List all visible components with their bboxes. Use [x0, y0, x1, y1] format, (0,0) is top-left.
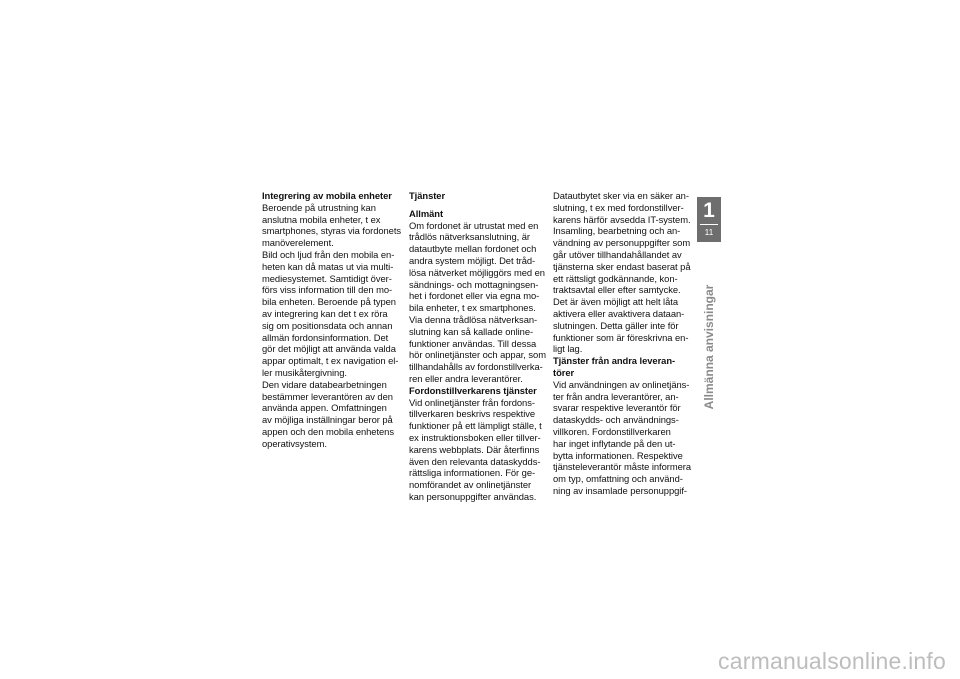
body-text-line: använda appen. Omfattningen [262, 402, 387, 414]
chapter-tab [697, 197, 721, 242]
section-heading: Tjänster från andra leveran- [553, 355, 676, 367]
body-text-line: har inget inflytande på den ut- [553, 437, 676, 449]
chapter-number: 1 [703, 199, 715, 222]
text-column-1 [262, 190, 402, 450]
text-column-2 [409, 190, 549, 503]
body-text-line: sig om positionsdata och annan [262, 319, 393, 331]
body-text-line: vändning av personuppgifter som [553, 237, 691, 249]
body-text-line: ett rättsligt godkännande, kon- [553, 272, 678, 284]
body-text-line: funktioner användas. Till dessa [409, 337, 537, 349]
section-heading: Fordonstillverkarens tjänster [409, 384, 537, 396]
body-text-line: lösa nätverket möjliggörs med en [409, 266, 545, 278]
body-text-line: smartphones, styras via fordonets [262, 225, 402, 237]
body-text-line: slutning kan så kallade online- [409, 325, 534, 337]
body-text-line: allmän fordonsinformation. Det [262, 331, 389, 343]
body-text-line: rättsliga informationen. För ge- [409, 467, 536, 479]
body-text-line: manöverelement. [262, 237, 334, 249]
section-heading: Integrering av mobila enheter [262, 190, 392, 201]
body-text-line: funktioner som är föreskrivna en- [553, 331, 689, 343]
body-text-line: appar optimalt, t ex navigation el- [262, 355, 399, 367]
body-text-line: anslutna mobila enheter, t ex [262, 213, 381, 225]
body-text-line: Vid onlinetjänster från fordons- [409, 396, 535, 408]
body-text-line: bila enheter, t ex smartphones. [409, 302, 536, 314]
body-text-line: av möjliga inställningar beror på [262, 414, 393, 426]
body-text-line: förs viss information till den mo- [262, 284, 393, 296]
body-text-line: Den vidare databearbetningen [262, 378, 387, 390]
body-text-line: bytta informationen. Respektive [553, 449, 683, 461]
body-text-line: trådlös nätverksanslutning, är [409, 231, 530, 243]
section-heading: Allmänt [409, 207, 444, 219]
body-text-line: ning av insamlade personuppgif- [553, 484, 687, 496]
text-column-3 [553, 190, 693, 497]
chapter-divider [700, 224, 718, 225]
body-text-line: ler musikåtergivning. [262, 366, 347, 378]
body-text-line: ren eller andra leverantörer. [409, 372, 523, 384]
body-text-line: ter från andra leverantörer, an- [553, 390, 679, 402]
body-text-line: bila enheten. Beroende på typen [262, 296, 396, 308]
body-text-line: andra system möjligt. Det tråd- [409, 254, 536, 266]
body-text-line: Via denna trådlösa nätverksan- [409, 313, 538, 325]
body-text-line: karens webbplats. Där återfinns [409, 443, 540, 455]
body-text-line: tjänsterna sker endast baserat på [553, 260, 691, 272]
page-number: 11 [704, 227, 714, 237]
body-text-line: även den relevanta dataskydds- [409, 455, 541, 467]
body-text-line: heten kan då matas ut via multi- [262, 260, 394, 272]
body-text-line: kan personuppgifter användas. [409, 490, 537, 502]
body-text-line: bestämmer leverantören av den [262, 390, 393, 402]
body-text-line: Datautbytet sker via en säker an- [553, 190, 689, 201]
body-text-line: av integrering kan det t ex röra [262, 307, 388, 319]
section-heading: Tjänster [409, 190, 446, 201]
body-text-line: villkoren. Fordonstillverkaren [553, 425, 671, 437]
body-text-line: Det är även möjligt att helt låta [553, 296, 678, 308]
body-text-line: slutning, t ex med fordonstillver- [553, 201, 684, 213]
body-text-line: hör onlinetjänster och appar, som [409, 349, 546, 361]
body-text-line: het i fordonet eller via egna mo- [409, 290, 540, 302]
body-text-line: sändnings- och mottagningsen- [409, 278, 539, 290]
body-text-line: mediesystemet. Samtidigt över- [262, 272, 392, 284]
body-text-line: traktsavtal eller efter samtycke. [553, 284, 681, 296]
body-text-line: aktivera eller avaktivera dataan- [553, 307, 685, 319]
body-text-line: datautbyte mellan fordonet och [409, 243, 537, 255]
body-text-line: appen och den mobila enhetens [262, 425, 394, 437]
body-text-line: går utöver tillhandahållandet av [553, 248, 682, 260]
body-text-line: ex instruktionsboken eller tillver- [409, 431, 541, 443]
body-text-line: gör det möjligt att använda valda [262, 343, 396, 355]
body-text-line: nomförandet av onlinetjänster [409, 479, 532, 491]
body-text-line: ligt lag. [553, 343, 583, 355]
body-text-line: Om fordonet är utrustat med en [409, 219, 539, 231]
body-text-line: dataskydds- och användnings- [553, 414, 679, 426]
body-text-line: Insamling, bearbetning och an- [553, 225, 681, 237]
body-text-line: tjänsteleverantör måste informera [553, 461, 691, 473]
section-heading: törer [553, 366, 575, 378]
body-text-line: tillhandahålls av fordonstillverka- [409, 361, 543, 373]
body-text-line: Beroende på utrustning kan [262, 201, 376, 213]
body-text-line: slutningen. Detta gäller inte för [553, 319, 679, 331]
body-text-line: tillverkaren beskrivs respektive [409, 408, 536, 420]
body-text-line: Bild och ljud från den mobila en- [262, 248, 395, 260]
watermark: carmanualsonline.info [718, 648, 946, 674]
section-title: Allmänna anvisningar [702, 284, 716, 410]
body-text-line: funktioner på ett lämpligt ställe, t [409, 420, 542, 432]
body-text-line: svarar respektive leverantör för [553, 402, 681, 414]
body-text-line: om typ, omfattning och använd- [553, 473, 683, 485]
body-text-line: karens härför avsedda IT-system. [553, 213, 691, 225]
body-text-line: Vid användningen av onlinetjäns- [553, 378, 690, 390]
body-text-line: operativsystem. [262, 437, 327, 449]
